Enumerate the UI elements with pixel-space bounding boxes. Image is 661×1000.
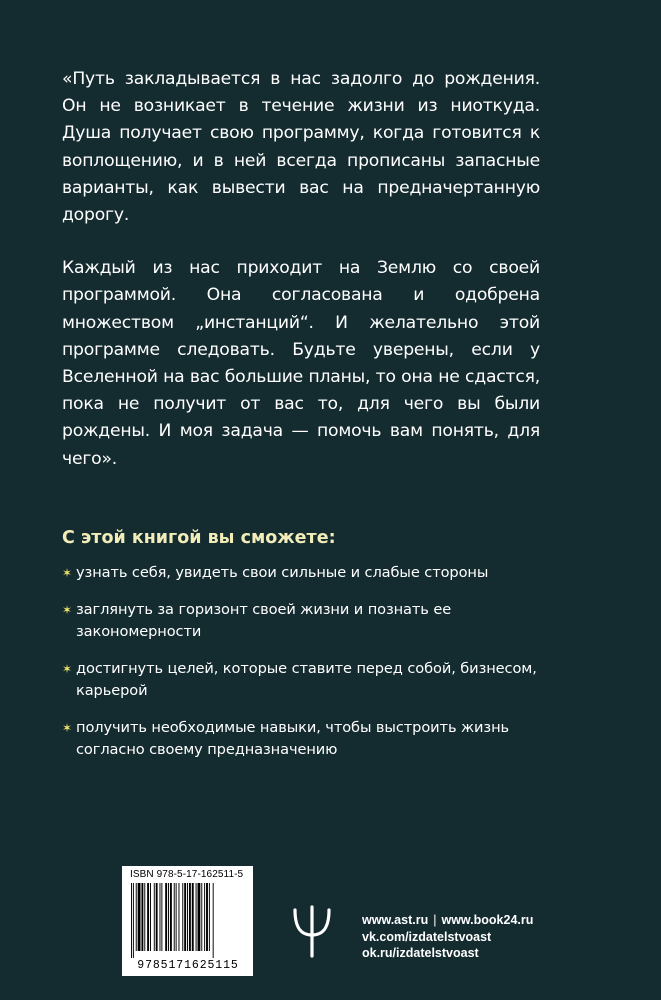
features-list bbox=[62, 562, 552, 776]
barcode-bar bbox=[170, 883, 172, 951]
barcode-bar bbox=[161, 883, 162, 951]
barcode-bar bbox=[198, 883, 201, 951]
barcode-bar bbox=[204, 883, 205, 951]
barcode-bar bbox=[192, 883, 194, 951]
quote-paragraph-1: «Путь закладывается в нас задолго до рождения. Он не возникает в течение жизни из ниоткуда. Душа получает свою программу, когда готовится к воплощению, и в ней всегда прописаны запасные варианты, как вывести вас на предначертанную дорогу. bbox=[62, 69, 540, 226]
publisher-contacts bbox=[362, 912, 533, 962]
list-item bbox=[62, 562, 552, 584]
barcode-bar bbox=[168, 883, 169, 951]
barcode-bar bbox=[206, 883, 208, 951]
barcode-bar bbox=[147, 883, 149, 951]
list-item bbox=[62, 599, 552, 643]
barcode-bars bbox=[129, 883, 246, 958]
barcode-bar bbox=[213, 883, 214, 958]
barcode-bar bbox=[154, 883, 155, 951]
quote-paragraph-2: Каждый из нас приходит на Землю со своей программой. Она согласована и одобрена множеством „инстанций“. И желательно этой программе следовать. Будьте уверены, если у Вселенной на вас большие планы, то она не сдастся, пока не получит от вас то, для чего вы были рождены. И моя задача — помочь вам понять, для чего». bbox=[62, 258, 540, 469]
list-item-text: достигнуть целей, которые ставите перед собой, бизнесом, карьерой bbox=[76, 660, 537, 699]
separator: | bbox=[433, 913, 437, 927]
barcode-bar bbox=[184, 883, 186, 951]
barcode-bar bbox=[179, 883, 180, 951]
list-item-text: узнать себя, увидеть свои сильные и слабые стороны bbox=[76, 564, 489, 581]
star-icon: ✶ bbox=[62, 603, 72, 617]
barcode-bar bbox=[196, 883, 197, 951]
list-item-text: заглянуть за горизонт своей жизни и познать ее закономерности bbox=[76, 601, 452, 640]
star-icon: ✶ bbox=[62, 662, 72, 676]
star-icon: ✶ bbox=[62, 566, 72, 580]
barcode-bar bbox=[144, 883, 145, 951]
barcode-bar bbox=[160, 883, 161, 951]
barcode-bar bbox=[141, 883, 143, 951]
list-item bbox=[62, 717, 552, 761]
barcode bbox=[122, 866, 253, 976]
barcode-bar bbox=[209, 883, 210, 951]
barcode-bar bbox=[131, 883, 132, 958]
isbn-label: ISBN 978-5-17-162511-5 bbox=[130, 869, 244, 880]
barcode-bar bbox=[150, 883, 151, 951]
vk-link[interactable]: vk.com/izdatelstvoast bbox=[362, 929, 492, 944]
barcode-digits: 9785171625115 bbox=[137, 959, 239, 972]
barcode-bar bbox=[156, 883, 158, 951]
barcode-bar bbox=[189, 883, 191, 951]
barcode-bar bbox=[136, 883, 137, 951]
barcode-bar bbox=[138, 883, 141, 951]
list-item bbox=[62, 658, 552, 702]
site-link-book24[interactable]: www.book24.ru bbox=[441, 913, 534, 927]
ok-link[interactable]: ok.ru/izdatelstvoast bbox=[362, 946, 479, 960]
barcode-bar bbox=[176, 883, 177, 951]
barcode-bar bbox=[133, 883, 134, 958]
features-title: С этой книгой вы сможете: bbox=[62, 528, 336, 548]
barcode-bar bbox=[201, 883, 202, 951]
site-link-ast[interactable]: www.ast.ru bbox=[362, 913, 429, 927]
barcode-bar bbox=[182, 883, 183, 951]
barcode-bar bbox=[174, 883, 175, 951]
barcode-bar bbox=[187, 883, 188, 951]
list-item-text: получить необходимые навыки, чтобы выстроить жизнь согласно своему предназначению bbox=[76, 719, 510, 758]
psi-icon bbox=[289, 904, 335, 960]
star-icon: ✶ bbox=[62, 721, 72, 735]
quote-block bbox=[62, 66, 540, 499]
barcode-bar bbox=[165, 883, 167, 951]
